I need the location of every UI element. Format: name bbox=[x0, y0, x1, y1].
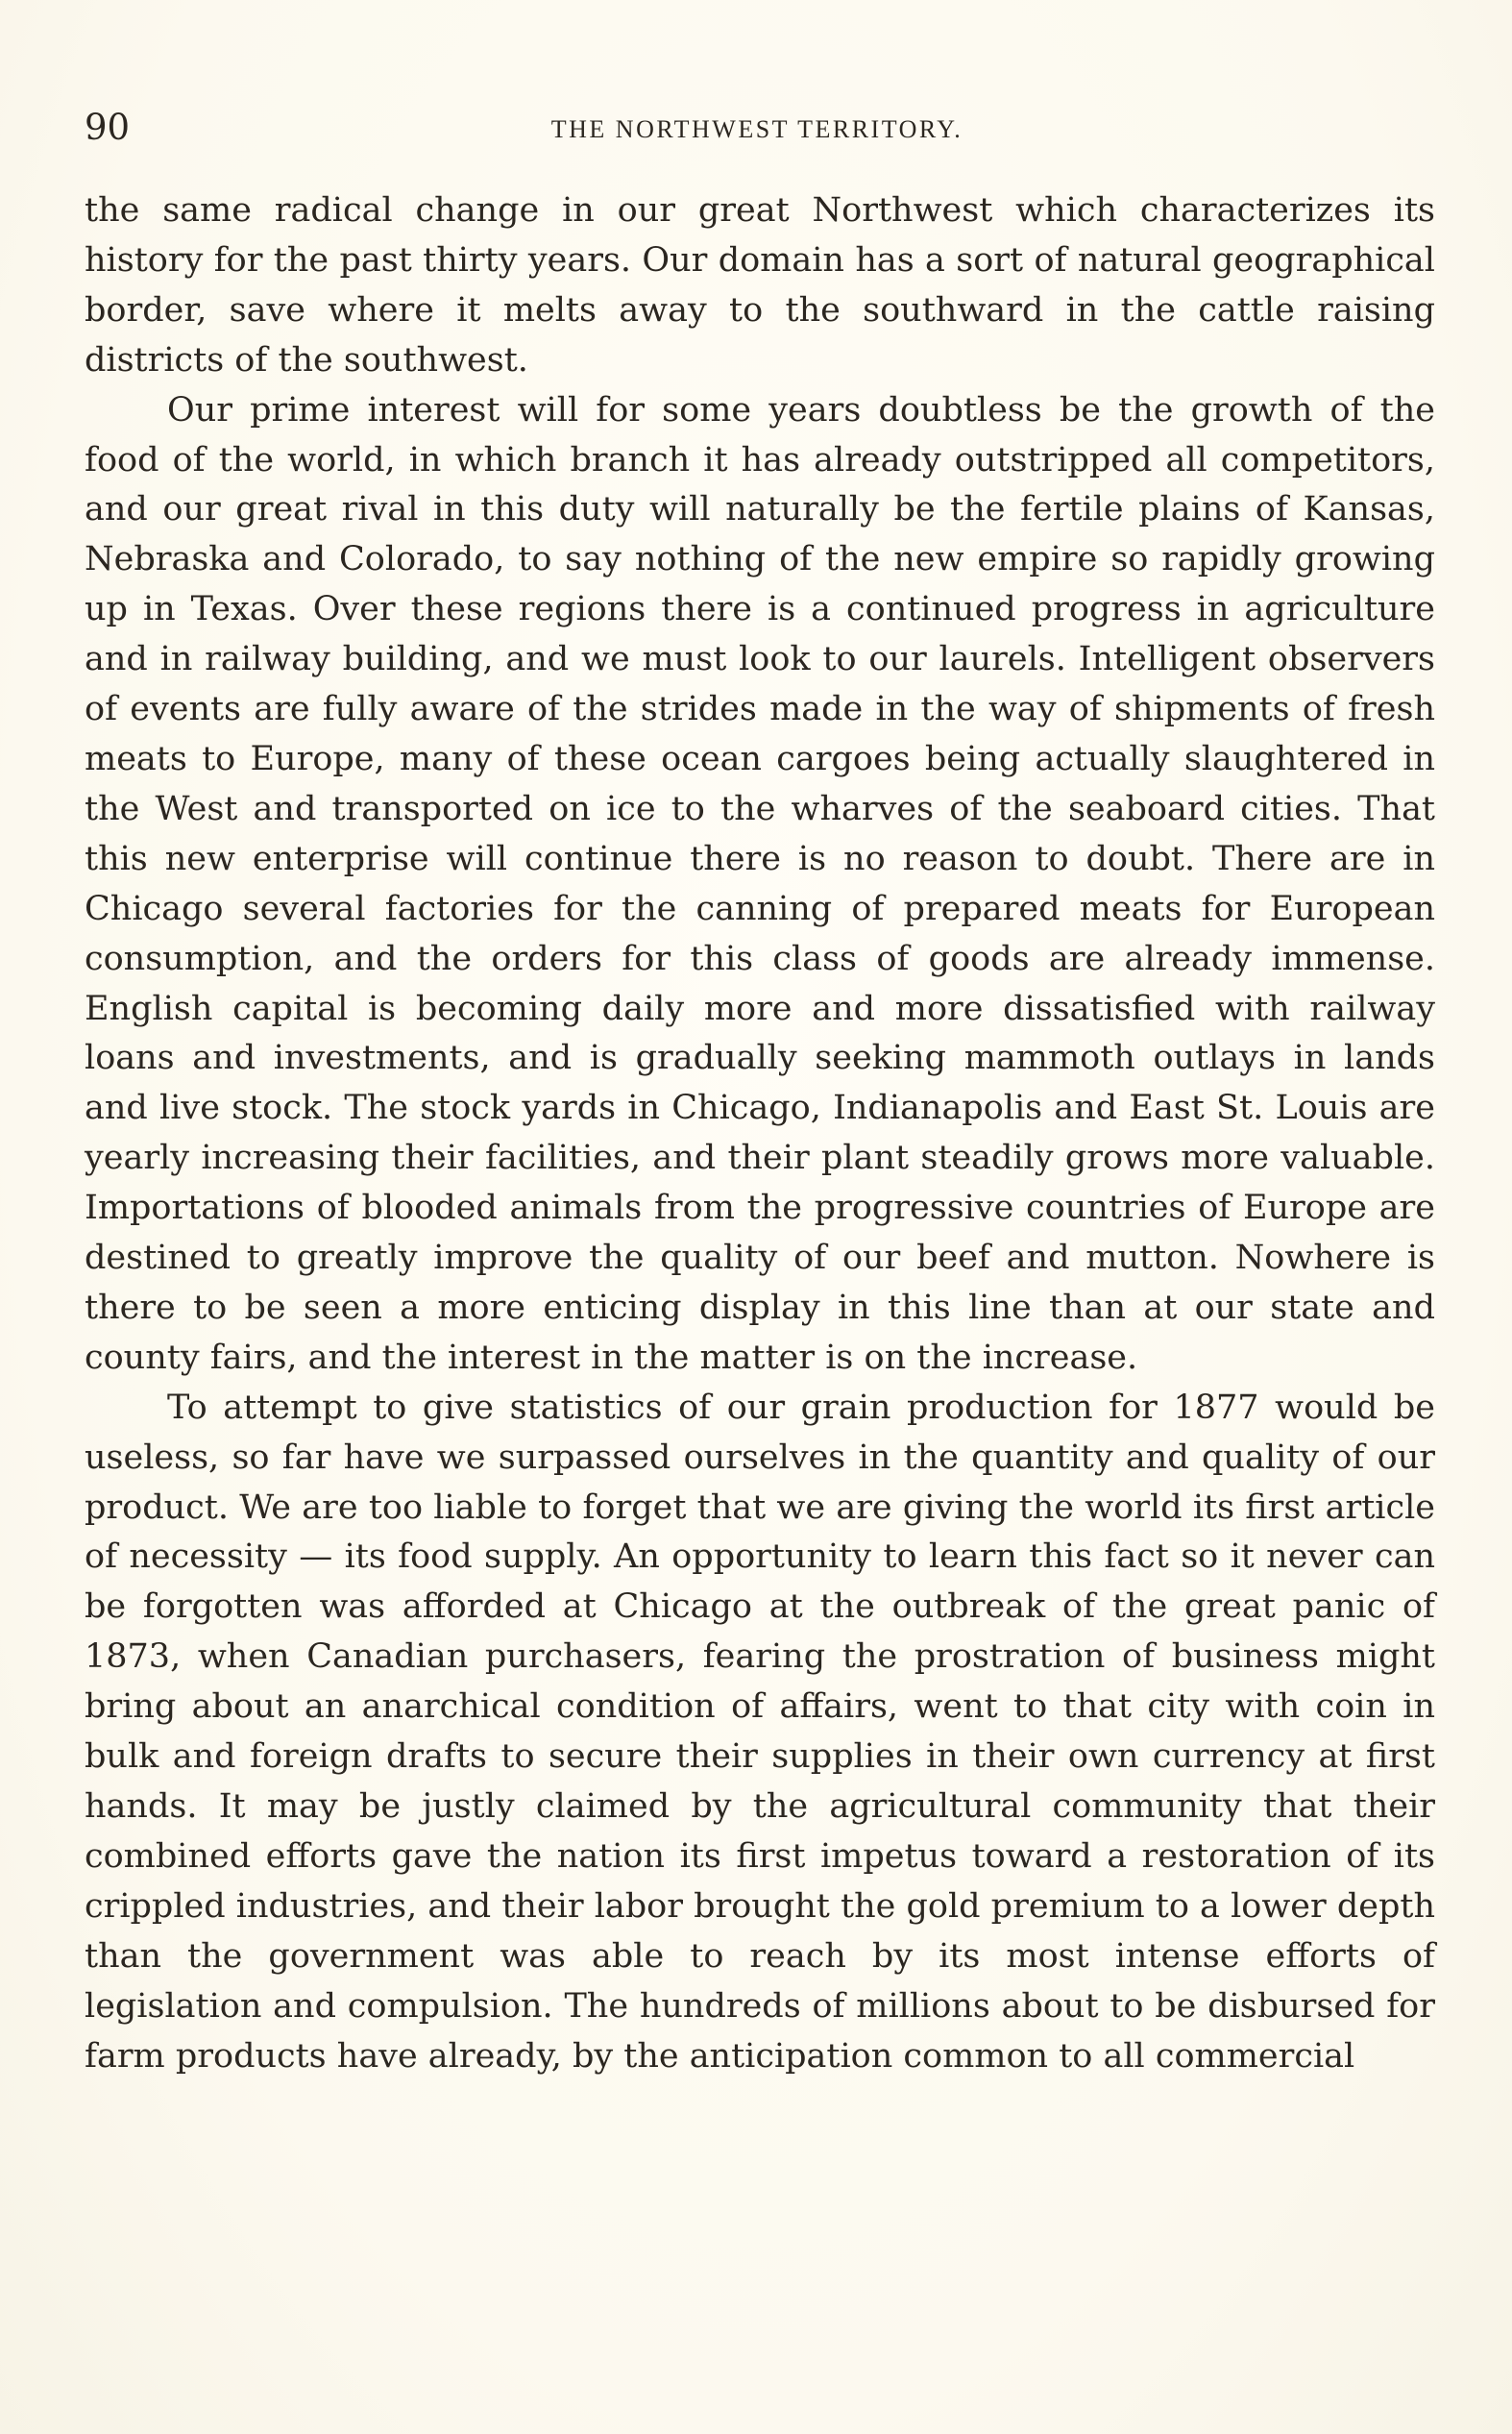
paragraph-prime-interest: Our prime interest will for some years doubtless be the growth of the food of the world, in which branch it has already outstripped all competitors, and our great rival in this duty will naturally be the fertile plains of Kansas, Nebraska and Colorado, to say nothing of the new empire so rapidly growing up in Texas. Over these regions there is a continued progress in agriculture and in railway building, and we must look to our laurels. Intelligent observers of events are fully aware of the strides made in the way of shipments of fresh meats to Europe, many of these ocean cargoes being actually slaughtered in the West and transported on ice to the wharves of the seaboard cities. That this new enterprise will continue there is no reason to doubt. There are in Chicago several factories for the canning of prepared meats for European consumption, and the orders for this class of goods are already immense. English capital is becoming daily more and more dissatisfied with railway loans and investments, and is gradually seeking mammoth outlays in lands and live stock. The stock yards in Chicago, Indianapolis and East St. Louis are yearly increasing their facilities, and their plant steadily grows more valuable. Importations of blooded animals from the progressive countries of Europe are destined to greatly improve the quality of our beef and mutton. Nowhere is there to be seen a more enticing display in this line than at our state and county fairs, and the interest in the matter is on the increase. bbox=[85, 390, 1435, 1377]
page-number: 90 bbox=[85, 107, 131, 148]
paragraph-grain-statistics: To attempt to give statistics of our grain production for 1877 would be useless, so far have we surpassed ourselves in the quantity and quality of our product. We are too liable to forget that we are giving the world its first article of necessity — its food supply. An opportunity to learn this fact so it never can be forgotten was afforded at Chicago at the outbreak of the great panic of 1873, when Canadian purchasers, fearing the prostration of business might bring about an anarchical condition of affairs, went to that city with coin in bulk and foreign drafts to secure their supplies in their own currency at first hands. It may be justly claimed by the agricultural community that their combined efforts gave the nation its first impetus toward a restoration of its crippled industries, and their labor brought the gold premium to a lower depth than the government was able to reach by its most intense efforts of legislation and compulsion. The hundreds of millions about to be disbursed for farm products have already, by the anticipation common to all commercial bbox=[85, 1388, 1435, 2076]
running-head bbox=[85, 104, 1429, 152]
body-text bbox=[85, 186, 1435, 2081]
paragraph-continued: the same radical change in our great Northwest which characterizes its history for the past thirty years. Our domain has a sort of natural geographical border, save where it melts away to the southward in the cattle raising districts of the southwest. bbox=[85, 191, 1435, 380]
running-title: THE NORTHWEST TERRITORY. bbox=[550, 115, 963, 143]
